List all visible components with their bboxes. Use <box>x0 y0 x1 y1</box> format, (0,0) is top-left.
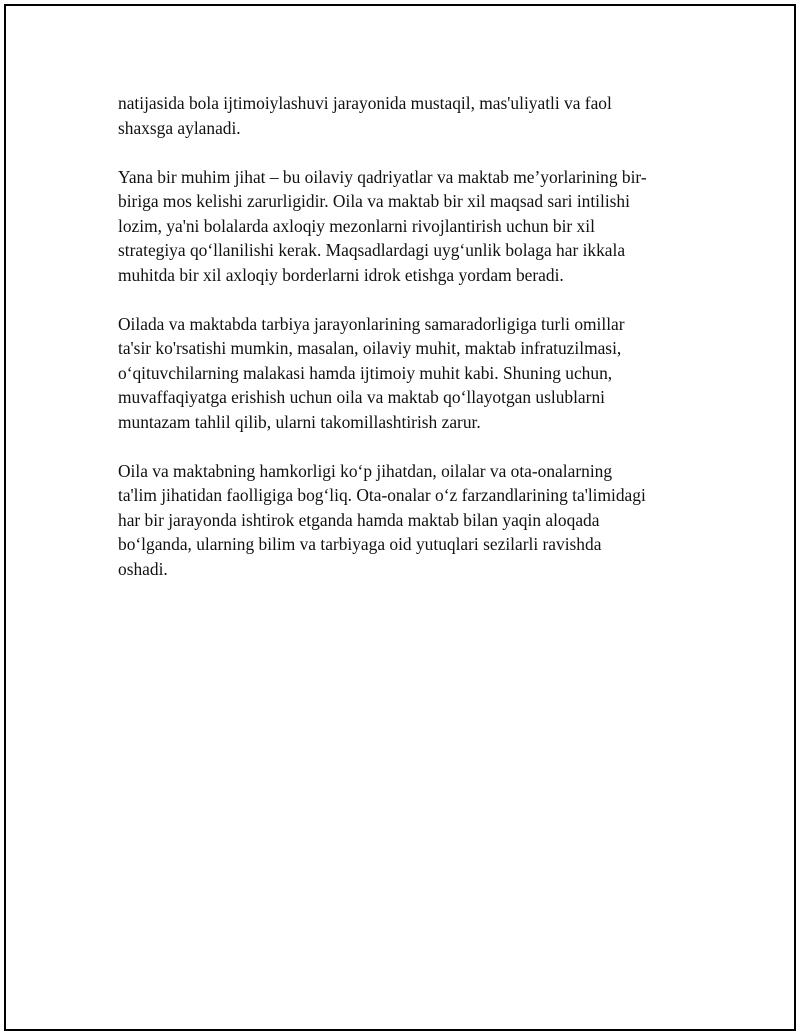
paragraph-2: Yana bir muhim jihat – bu oilaviy qadriyatlar va maktab me’yorlarining bir- biriga mos kelishi zarurligidir. Oila va maktab bir xil maqsad sari intilishi lozim, ya'ni bolalarda axloqiy mezonlarni rivojlantirish uchun bir xil strategiya qo‘llanilishi kerak. Maqsadlardagi uyg‘unlik bolaga har ikkala muhitda bir xil axloqiy borderlarni idrok etishga yordam beradi. <box>118 166 647 285</box>
paragraph-3: Oilada va maktabda tarbiya jarayonlarining samaradorligiga turli omillar ta'sir ko'rsatishi mumkin, masalan, oilaviy muhit, maktab infratuzilmasi, o‘qituvchilarning malakasi hamda ijtimoiy muhit kabi. Shuning uchun, muvaffaqiyatga erishish uchun oila va maktab qo‘llayotgan uslublarni muntazam tahlil qilib, ularni takomillashtirish zarur. <box>118 313 625 432</box>
document-body <box>118 91 688 606</box>
paragraph-1: natijasida bola ijtimoiylashuvi jarayonida mustaqil, mas'uliyatli va faol shaxsga aylanadi. <box>118 93 612 138</box>
paragraph-4: Oila va maktabning hamkorligi ko‘p jihatdan, oilalar va ota-onalarning ta'lim jihatidan faolligiga bog‘liq. Ota-onalar o‘z farzandlarining ta'limidagi har bir jarayonda ishtirok etganda hamda maktab bilan yaqin aloqada bo‘lganda, ularning bilim va tarbiyaga oid yutuqlari sezilarli ravishda oshadi. <box>118 460 646 579</box>
